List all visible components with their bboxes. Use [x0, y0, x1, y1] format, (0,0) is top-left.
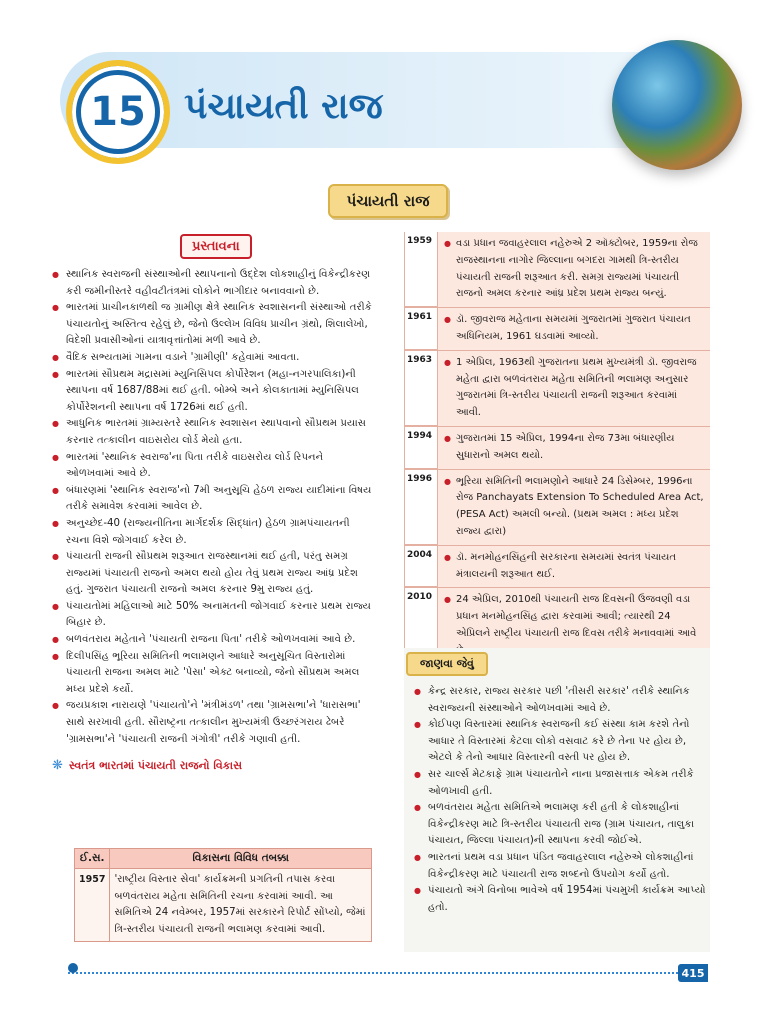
list-item: ● જયપ્રકાશ નારાયણે 'પંચાયતો'ને 'મંત્રીમંડળ' તથા 'ગ્રામસભા'ને 'ધારાસભા' સાથે સરખાવી હતી. સૌરાષ્ટ્રના તત્કાલીન મુખ્યમંત્રી ઉચ્છરંગરાય ઢેબરે 'ગ્રામસભા'ને 'પંચાયતી રાજની ગંગોત્રી' તરીકે ગણાવી હતી.	[52, 698, 372, 748]
development-heading	[52, 758, 372, 773]
timeline-text: ● 1 એપ્રિલ, 1963થી ગુજરાતના પ્રથમ મુખ્યમંત્રી ડૉ. જીવરાજ મહેતા દ્વારા બળવંતરાય મહેતા સમિતિની ભલામણ અનુસાર ગુજરાતમાં ત્રિ-સ્તરીય પંચાયતી રાજની શરૂઆત કરવામાં આવી.	[438, 351, 710, 426]
section-title: પંચાયતી રાજ	[328, 184, 448, 218]
timeline-year: 1961	[404, 308, 438, 350]
list-item: ● બળવંતરાય મહેતાને 'પંચાયતી રાજના પિતા' તરીકે ઓળખવામાં આવે છે.	[52, 632, 372, 649]
list-item: ● કેન્દ્ર સરકાર, રાજ્ય સરકાર પછી 'તીસરી સરકાર' તરીકે સ્થાનિક સ્વરાજ્યની સંસ્થાઓને ઓળખવામાં આવે છે.	[414, 684, 706, 717]
list-item: ● આધુનિક ભારતમાં ગ્રામ્યસ્તરે સ્થાનિક સ્વશાસન સ્થાપવાનો સૌપ્રથમ પ્રયાસ કરનાર તત્કાલીન વાઇસરોય લોર્ડ મેયો હતા.	[52, 416, 372, 449]
footer-dot-icon	[68, 963, 78, 973]
table-row	[404, 427, 710, 470]
list-item: ● બંધારણમાં 'સ્થાનિક સ્વરાજ'નો 7મી અનુસૂચિ હેઠળ રાજ્ય યાદીમાંના વિષય તરીકે સમાવેશ કરવામાં આવેલ છે.	[52, 483, 372, 516]
table-header-row	[75, 849, 372, 869]
chapter-number: 15	[78, 72, 158, 152]
footer-divider	[68, 960, 678, 974]
table-row	[404, 546, 710, 589]
list-item: ● પંચાયતો અંગે વિનોબા ભાવેએ વર્ષ 1954માં પંચમુખી કાર્યક્રમ આપ્યો હતો.	[414, 883, 706, 916]
list-item: ● પંચાયતોમાં મહિલાઓ માટે 50% અનામતની જોગવાઈ કરનાર પ્રથમ રાજ્ય બિહાર છે.	[52, 599, 372, 632]
timeline-year: 1959	[404, 232, 438, 307]
timeline-year: 1996	[404, 470, 438, 545]
table-row	[75, 869, 372, 942]
list-item: ● કોઈપણ વિસ્તારમાં સ્થાનિક સ્વરાજની કઈ સંસ્થા કામ કરશે તેનો આધાર તે વિસ્તારમાં કેટલા લોકો વસવાટ કરે છે તેના પર હોય છે, એટલે કે તેનો આધાર વિસ્તારની વસ્તી પર હોય છે.	[414, 717, 706, 767]
list-item: ● ભારતનાં પ્રથમ વડા પ્રધાન પંડિત જવાહરલાલ નહેરુએ લોકશાહીનાં વિકેન્દ્રીકરણ માટે પંચાયતી રાજ શબ્દનો ઉપયોગ કર્યો હતો.	[414, 850, 706, 883]
list-item: ● બળવંતરાય મહેતા સમિતિએ ભલામણ કરી હતી કે લોકશાહીનાં વિકેન્દ્રીકરણ માટે ત્રિ-સ્તરીય પંચાયતી રાજ (ગ્રામ પંચાયત, તાલુકા પંચાયત, જિલ્લા પંચાયત)ની સ્થાપના કરવી જોઈએ.	[414, 800, 706, 850]
timeline-text: ● ડૉ. જીવરાજ મહેતાના સમયમાં ગુજરાતમાં ગુજરાત પંચાયત અધિનિયમ, 1961 ઘડવામાં આવ્યો.	[438, 308, 710, 350]
timeline-year: 1994	[404, 427, 438, 469]
table-row	[404, 308, 710, 351]
timeline-table	[404, 232, 710, 665]
list-item: ● ભારતમાં 'સ્થાનિક સ્વરાજ'ના પિતા તરીકે વાઇસરોય લોર્ડ રિપનને ઓળખવામાં આવે છે.	[52, 450, 372, 483]
timeline-text: ● 24 એપ્રિલ, 2010થી પંચાયતી રાજ દિવસની ઉજવણી વડા પ્રધાન મનમોહનસિંહ દ્વારા કરવામાં આવી; ત્યારથી 24 એપ્રિલને રાષ્ટ્રીય પંચાયતી રાજ દિવસ તરીકે મનાવવામાં આવે	[438, 588, 710, 663]
list-item: ● ભારતમાં પ્રાચીનકાળથી જ ગ્રામીણ ક્ષેત્રે સ્થાનિક સ્વશાસનની સંસ્થાઓ તરીકે પંચાયતોનું અસ્તિત્વ રહેલું છે, જેનો ઉલ્લેખ વિવિધ પ્રાચીન ગ્રંથો, શિલાલેખો, વિદેશી પ્રવાસીઓનાં યાત્રાવૃત્તાંતોમાં મળી આવે છે.	[52, 300, 372, 350]
intro-list	[52, 267, 372, 748]
flower-icon: ❋	[52, 758, 63, 774]
timeline-text: ● ડૉ. મનમોહનસિંહની સરકારના સમયમાં સ્વતંત્ર પંચાયત મંત્રાલયની શરૂઆત થઈ.	[438, 546, 710, 588]
list-item: ● સર ચાર્લ્સ મેટકાફે ગ્રામ પંચાયતોને નાના પ્રજાસત્તાક એકમ તરીકે ઓળખાવી હતી.	[414, 767, 706, 800]
list-item: ● પંચાયતી રાજની સૌપ્રથમ શરૂઆત રાજસ્થાનમાં થઈ હતી, પરંતુ સમગ્ર રાજ્યમાં પંચાયતી રાજનો અમલ થયો હોય તેવું પ્રથમ રાજ્ય આંધ્ર પ્રદેશ હતું. ગુજરાત પંચાયતી રાજનો અમલ કરનાર 9મુ રાજ્ય હતું.	[52, 549, 372, 599]
page-number: 415	[678, 964, 708, 982]
table-row	[404, 232, 710, 308]
chapter-number-badge	[66, 60, 170, 164]
timeline-year: 2004	[404, 546, 438, 588]
table-row	[404, 470, 710, 546]
list-item: ● દિલીપસિંહ ભૂરિયા સમિતિની ભલામણને આધારે અનુસૂચિત વિસ્તારોમાં પંચાયતી રાજના અમલ માટે 'પેસા' એક્ટ બનાવ્યો, જેનો સૌપ્રથમ અમલ મધ્ય પ્રદેશે કર્યો.	[52, 649, 372, 699]
table-cell-text: 'રાષ્ટ્રીય વિસ્તાર સેવા' કાર્યક્રમની પ્રગતિની તપાસ કરવા બળવંતરાય મહેતા સમિતિની રચના કરવામાં આવી. આ સમિતિએ 24 નવેમ્બર, 1957માં સરકારને રિપોર્ટ સોંપ્યો, જેમાં ત્રિ-સ્તરીય પંચાયતી રાજની ભલામણ કરવામાં આવી.	[110, 869, 372, 942]
table-cell-year: 1957	[75, 869, 110, 942]
intro-heading: પ્રસ્તાવના	[180, 234, 252, 259]
know-list	[414, 684, 706, 916]
timeline-year: 1963	[404, 351, 438, 426]
column-header-stage: વિકાસના વિવિધ તબક્કા	[110, 849, 372, 869]
timeline-text: ● વડા પ્રધાન જવાહરલાલ નહેરુએ 2 ઑક્ટોબર, 1959ના રોજ રાજસ્થાનના નાગોર જિલ્લાના બગદરા ગામથી ત્રિ-સ્તરીય પંચાયતી રાજની શરૂઆત કરી. સમગ્ર રાજ્યમાં પંચાયતી રાજનો અમલ કરનાર આંધ્ર પ્રદેશ પ્રથમ રાજ્ય બન્યું.	[438, 232, 710, 307]
chapter-title: પંચાયતી રાજ	[184, 86, 383, 127]
column-header-year: ઈ.સ.	[75, 849, 110, 869]
intro-section	[52, 232, 372, 773]
list-item: ● ભારતમાં સૌપ્રથમ મદ્રાસમાં મ્યુનિસિપલ કોર્પોરેશન (મહા-નગરપાલિકા)ની સ્થાપના વર્ષ 1687/88માં થઈ હતી. બોમ્બે અને કોલકાતામાં મ્યુનિસિપલ કોર્પોરેશનની સ્થાપના વર્ષ 1726માં થઈ હતી.	[52, 367, 372, 417]
timeline-text: ● ભૂરિયા સમિતિની ભલામણોને આધારે 24 ડિસેમ્બર, 1996ના રોજ Panchayats Extension To Scheduled Area Act, (PESA Act) અમલી બન્યો. (પ્રથમ અમલ : મધ્ય પ્રદેશ રાજ્ય દ્વારા)	[438, 470, 710, 545]
development-table	[74, 848, 372, 942]
list-item: ● વૈદિક સભ્યતામાં ગામના વડાને 'ગ્રામીણી' કહેવામાં આવતા.	[52, 350, 372, 367]
list-item: ● અનુચ્છેદ-40 (રાજ્યનીતિના માર્ગદર્શક સિદ્ધાંત) હેઠળ ગ્રામપંચાયતની રચના વિશે જોગવાઈ કરેલ છે.	[52, 516, 372, 549]
list-item: ● સ્થાનિક સ્વરાજની સંસ્થાઓની સ્થાપનાનો ઉદ્દેશ લોકશાહીનું વિકેન્દ્રીકરણ કરી જમીનીસ્તરે વહીવટીતંત્રમાં લોકોને ભાગીદાર બનાવવાનો છે.	[52, 267, 372, 300]
globe-image	[612, 40, 742, 170]
timeline-year: 2010	[404, 588, 438, 663]
table-row	[404, 351, 710, 427]
know-heading: જાણવા જેવું	[406, 652, 488, 676]
timeline-text: ● ગુજરાતમાં 15 એપ્રિલ, 1994ના રોજ 73મા બંધારણીય સુધારાનો અમલ થયો.	[438, 427, 710, 469]
development-heading-text: સ્વતંત્ર ભારતમાં પંચાયતી રાજનો વિકાસ	[68, 758, 243, 772]
